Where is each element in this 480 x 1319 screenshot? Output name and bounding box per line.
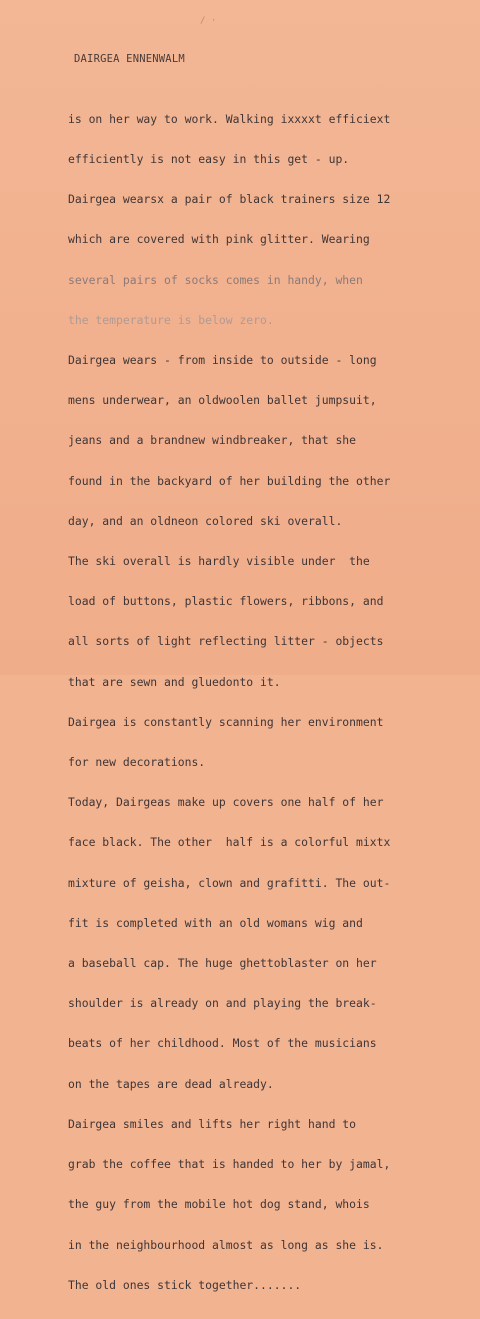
page-mark: / · (200, 16, 217, 26)
text-line: a baseball cap. The huge ghettoblaster on her (68, 956, 377, 971)
text-line: Dairgea smiles and lifts her right hand to (68, 1116, 357, 1131)
text-line: Dairgea is constantly scanning her environment (68, 714, 384, 729)
text-line: grab the coffee that is handed to her by jamal, (68, 1157, 391, 1172)
text-line: face black. The other half is a colorful mixtx (68, 835, 391, 850)
text-line: beats of her childhood. Most of the musicians (68, 1036, 377, 1051)
text-line: which are covered with pink glitter. Wearing (68, 232, 370, 247)
text-line: load of buttons, plastic flowers, ribbons, and (68, 594, 384, 609)
text-line: jeans and a brandnew windbreaker, that she (68, 433, 357, 448)
text-line: efficiently is not easy in this get - up. (68, 152, 350, 167)
text-line: fit is completed with an old womans wig and (68, 915, 363, 930)
text-line: The old ones stick together....... (68, 1277, 302, 1292)
text-line: The ski overall is hardly visible under the (68, 554, 370, 569)
text-line: the temperature is below zero. (68, 312, 274, 327)
text-line: shoulder is already on and playing the break- (68, 996, 377, 1011)
text-line: that are sewn and gluedonto it. (68, 674, 281, 689)
text-line: the guy from the mobile hot dog stand, whois (68, 1197, 370, 1212)
text-line: is on her way to work. Walking ixxxxt efficiext (68, 111, 391, 126)
text-line: Dairgea wearsx a pair of black trainers size 12 (68, 192, 391, 207)
text-line: mixture of geisha, clown and grafitti. The out- (68, 875, 391, 890)
text-line: for new decorations. (68, 755, 206, 770)
page-title: DAIRGEA ENNENWALM (74, 53, 185, 65)
text-line: on the tapes are dead already. (68, 1076, 274, 1091)
text-line: in the neighbourhood almost as long as she is. (68, 1237, 384, 1252)
text-line: day, and an oldneon colored ski overall. (68, 513, 343, 528)
text-line: mens underwear, an oldwoolen ballet jumpsuit, (68, 393, 377, 408)
text-line: found in the backyard of her building the other (68, 473, 391, 488)
text-line: all sorts of light reflecting litter - objects (68, 634, 384, 649)
text-line: several pairs of socks comes in handy, when (68, 272, 363, 287)
text-line: Dairgea wears - from inside to outside - long (68, 353, 377, 368)
body-text (68, 86, 458, 1319)
text-line: Today, Dairgeas make up covers one half of her (68, 795, 384, 810)
